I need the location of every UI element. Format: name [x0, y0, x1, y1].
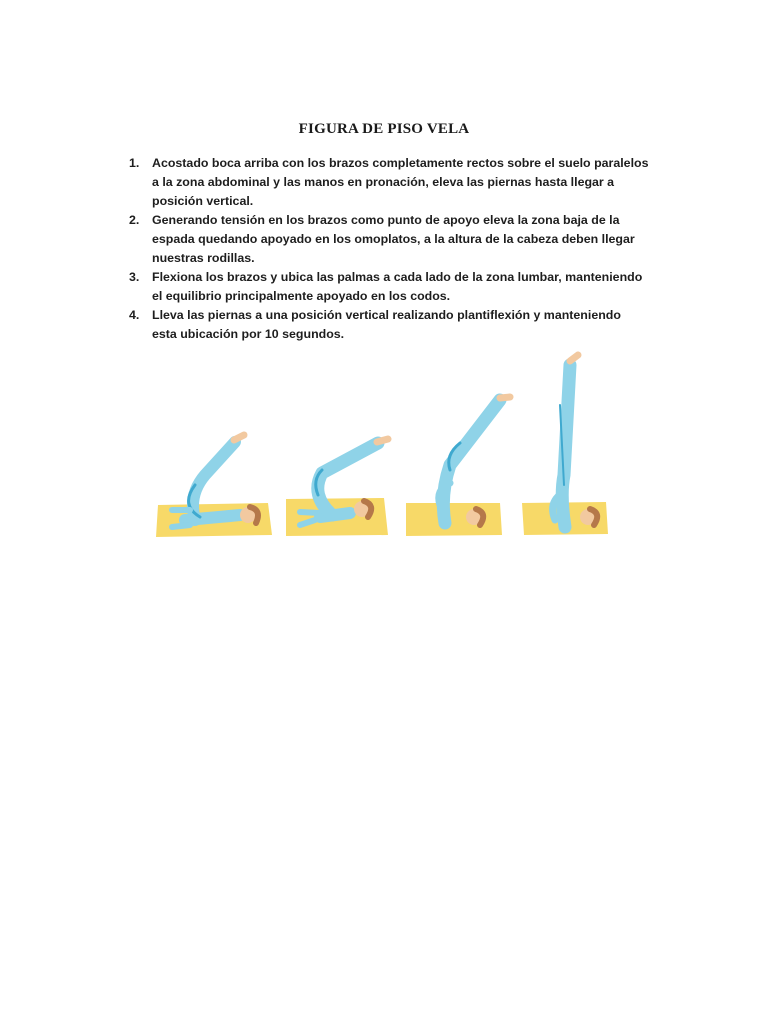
step-item	[129, 268, 649, 306]
document-title: FIGURA DE PISO VELA	[298, 121, 470, 137]
mat-3	[406, 503, 502, 536]
step-text: Lleva las piernas a una posición vertical realizando plantiflexión y manteniendo esta ubicación por 10 segundos.	[152, 308, 621, 341]
step-text: Generando tensión en los brazos como punto de apoyo eleva la zona baja de la espada quedando apoyado en los omoplatos, a la altura de la cabeza deben llegar nuestras rodillas.	[152, 213, 635, 265]
step-number: 2.	[129, 213, 140, 227]
step-item	[129, 154, 649, 211]
step-item	[129, 306, 649, 344]
step-item	[129, 211, 649, 268]
steps-list	[129, 154, 649, 344]
step-number: 1.	[129, 156, 140, 170]
step-number: 4.	[129, 308, 140, 322]
step-number: 3.	[129, 270, 140, 284]
step-text: Flexiona los brazos y ubica las palmas a cada lado de la zona lumbar, manteniendo el equilibrio principalmente apoyado en los codos.	[152, 270, 643, 303]
step-text: Acostado boca arriba con los brazos completamente rectos sobre el suelo paralelos a la zona abdominal y las manos en pronación, eleva las piernas hasta llegar a posición vertical.	[152, 156, 649, 208]
figure-step-4	[553, 355, 598, 527]
candle-pose-illustration	[150, 345, 620, 545]
